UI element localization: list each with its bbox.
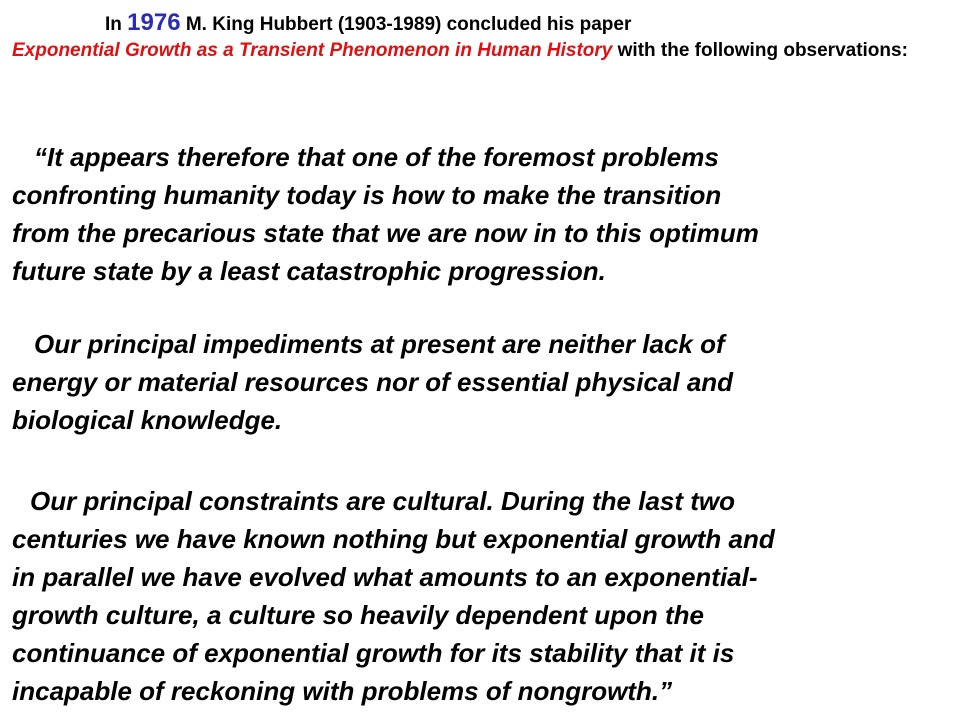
quote-line: incapable of reckoning with problems of nongrowth.” [12, 676, 673, 706]
intro-text [12, 10, 948, 64]
paper-title: Exponential Growth as a Transient Phenomenon in Human History [12, 40, 613, 61]
quote-line: continuance of exponential growth for its stability that it is [12, 638, 735, 668]
quote-line: growth culture, a culture so heavily dependent upon the [12, 600, 704, 630]
quote-paragraph-1 [12, 138, 952, 290]
quote-line: Our principal constraints are cultural. During the last two [30, 486, 736, 516]
quote-line: confronting humanity today is how to make the transition [12, 180, 722, 210]
quote-line: energy or material resources nor of essential physical and [12, 367, 734, 397]
quote-paragraph-2 [12, 325, 952, 439]
quote-line: centuries we have known nothing but exponential growth and [12, 524, 775, 554]
quote-line: “It appears therefore that one of the foremost problems [34, 142, 719, 172]
quote-line: biological knowledge. [12, 405, 283, 435]
quote-line: future state by a least catastrophic progression. [12, 256, 606, 286]
intro-suffix: with the following observations: [612, 40, 908, 61]
intro-prefix: In [105, 14, 128, 35]
quote-line: in parallel we have evolved what amounts to an exponential- [12, 562, 758, 592]
intro-author: M. King Hubbert (1903-1989) concluded his paper [180, 14, 632, 35]
quote-line: Our principal impediments at present are neither lack of [34, 329, 725, 359]
quote-paragraph-3 [12, 482, 952, 710]
year-highlight: 1976 [127, 9, 181, 36]
quote-line: from the precarious state that we are now in to this optimum [12, 218, 759, 248]
